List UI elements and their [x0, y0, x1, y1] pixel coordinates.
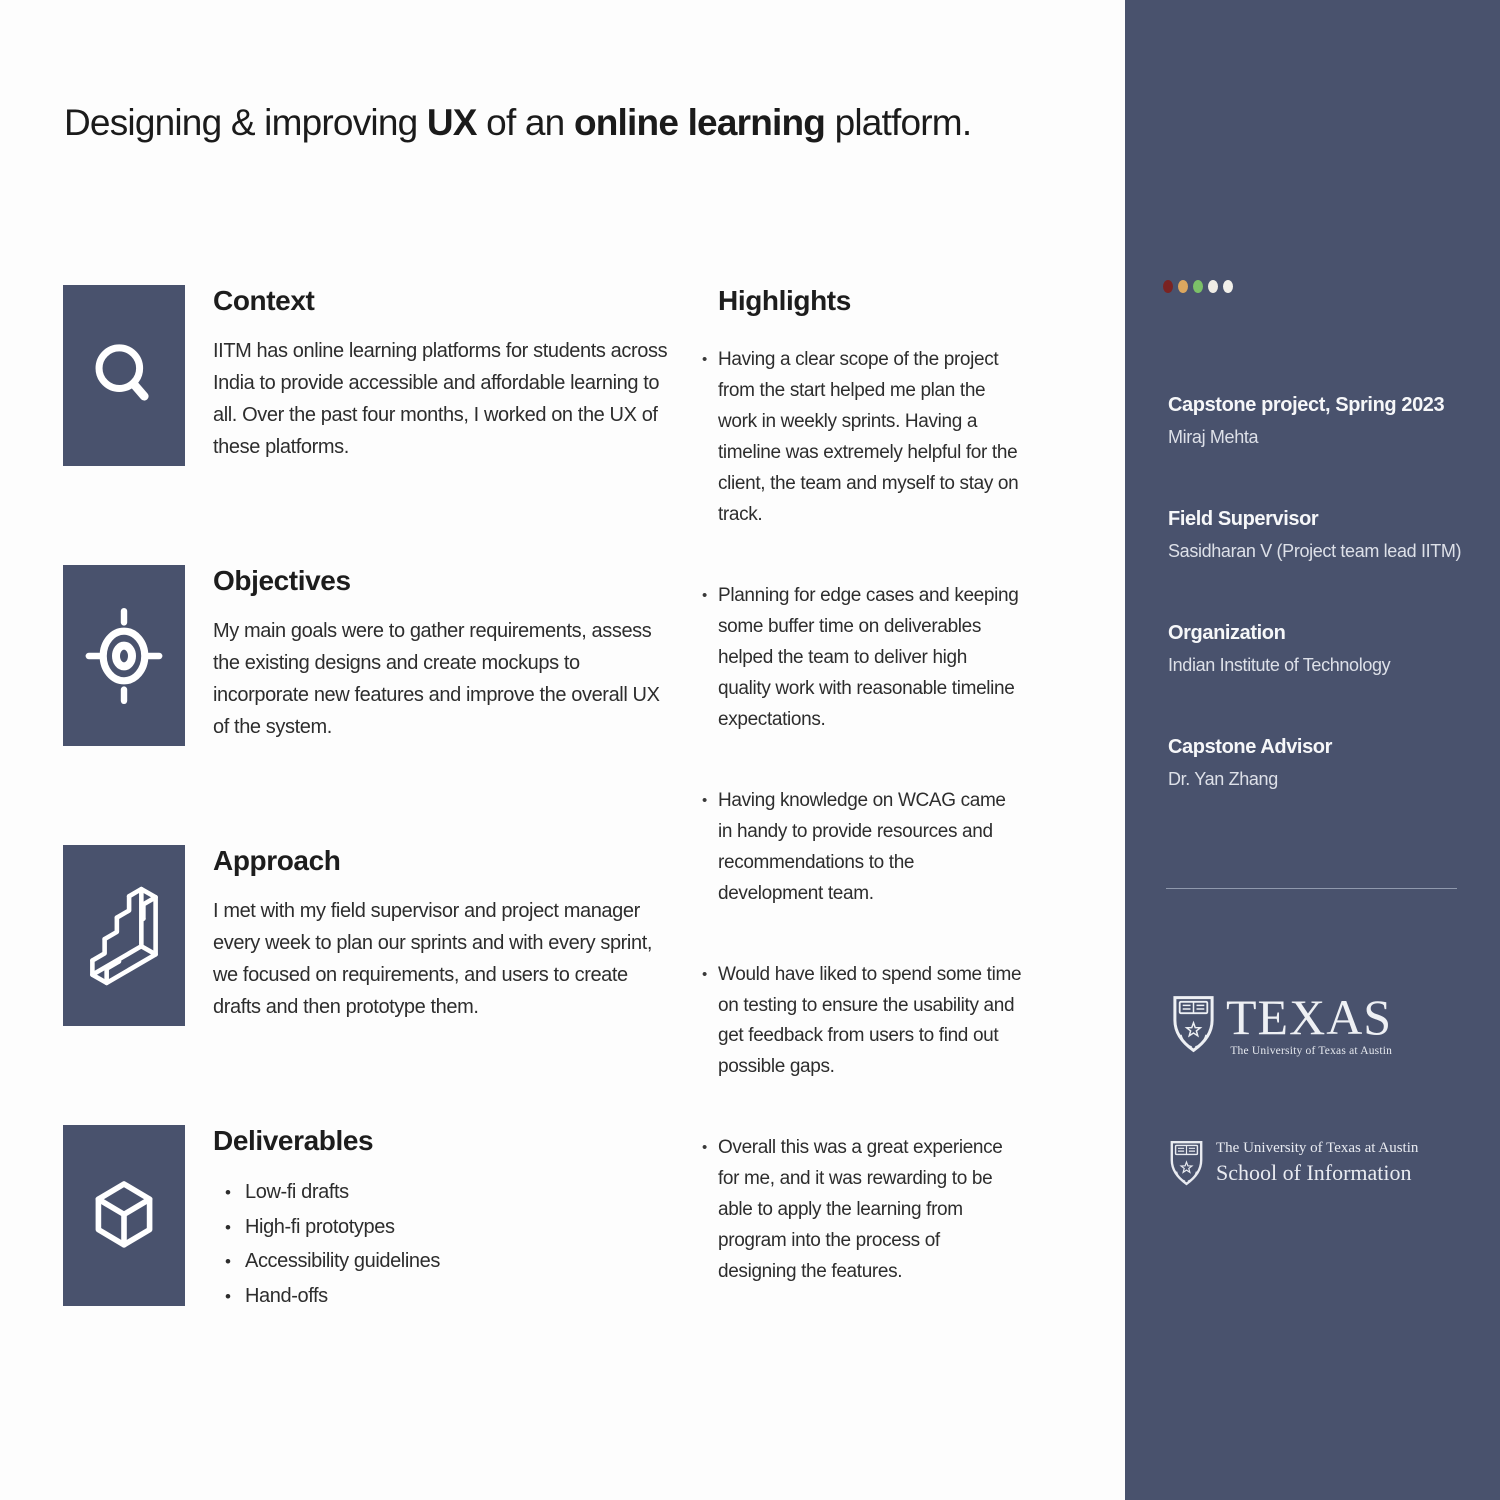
info-value: Sasidharan V (Project team lead IITM) [1168, 541, 1462, 561]
info-value: Miraj Mehta [1168, 427, 1259, 447]
info-label: Capstone Advisor [1168, 736, 1333, 758]
list-item: • Planning for edge cases and keeping some buffer time on deliverables helped the team to deliver high quality work with reasonable timeline expectations. [702, 581, 1022, 736]
info-label: Field Supervisor [1168, 508, 1319, 530]
section-text [213, 565, 668, 746]
sidebar [1125, 0, 1500, 1500]
ischool-school-line: School of Information [1216, 1160, 1412, 1185]
list-item: • Would have liked to spend some time on testing to ensure the usability and get feedback from users to find out possible gaps. [702, 960, 1022, 1084]
dot-white [1208, 280, 1218, 293]
section-text [213, 845, 668, 1026]
section-heading: Context [213, 285, 315, 316]
info-block-capstone-advisor [1168, 736, 1488, 790]
ut-shield-icon [1168, 1138, 1205, 1188]
section-deliverables [63, 1125, 713, 1313]
list-item: • Having a clear scope of the project from the start helped me plan the work in weekly sprints. Having a timeline was extremely helpful for the client, the team and myself to stay on track. [702, 345, 1022, 531]
search-icon [63, 285, 185, 466]
info-label: Organization [1168, 622, 1286, 644]
ischool-text-block [1216, 1140, 1418, 1186]
highlights-column [702, 285, 1022, 1338]
info-value: Dr. Yan Zhang [1168, 769, 1278, 789]
info-block-field-supervisor [1168, 508, 1488, 562]
texas-logo [1170, 989, 1393, 1057]
dot-white [1223, 280, 1233, 293]
section-text [213, 1125, 668, 1313]
info-block-capstone [1168, 394, 1488, 448]
texas-wordmark: TEXAS [1226, 989, 1393, 1045]
section-objectives [63, 565, 713, 746]
school-of-information-logo [1168, 1138, 1418, 1188]
ut-shield-icon [1170, 994, 1217, 1054]
section-heading: Deliverables [213, 1125, 374, 1156]
list-item: • High-fi prototypes [213, 1210, 668, 1245]
list-item: • Hand-offs [213, 1279, 668, 1314]
section-heading: Objectives [213, 565, 351, 596]
title-part-bold: UX [426, 102, 477, 143]
list-item: • Overall this was a great experience for me, and it was rewarding to be able to apply the learning from program into the process of designing the features. [702, 1133, 1022, 1288]
stairs-icon [63, 845, 185, 1026]
deliverables-list [213, 1175, 668, 1313]
target-icon [63, 565, 185, 746]
dot-green [1193, 280, 1203, 293]
section-heading: Approach [213, 845, 341, 876]
section-body: I met with my field supervisor and project manager every week to plan our sprints and with every sprint, we focused on requirements, and users to create drafts and then prototype them. [213, 900, 653, 1018]
highlights-list [702, 345, 1022, 1288]
dot-red [1163, 280, 1173, 293]
section-approach [63, 845, 713, 1026]
dot-gold [1178, 280, 1188, 293]
color-dots [1163, 280, 1233, 293]
highlights-heading: Highlights [718, 285, 851, 316]
title-part-bold: online learning [573, 102, 826, 143]
section-context [63, 285, 713, 466]
divider [1166, 888, 1457, 889]
title-part: Designing & improving [64, 102, 427, 143]
info-label: Capstone project, Spring 2023 [1168, 394, 1445, 416]
info-block-organization [1168, 622, 1488, 676]
cube-icon [63, 1125, 185, 1306]
title-part: of an [476, 102, 574, 143]
project-info [1168, 394, 1488, 850]
page-title [64, 102, 971, 144]
list-item: • Accessibility guidelines [213, 1244, 668, 1279]
title-part: platform. [825, 102, 972, 143]
section-body: IITM has online learning platforms for students across India to provide accessible and affordable learning to all. Over the past four months, I worked on the UX of these platforms. [213, 340, 668, 458]
section-text [213, 285, 668, 466]
texas-wordmark-block [1226, 989, 1393, 1057]
list-item: • Low-fi drafts [213, 1175, 668, 1210]
ischool-university-line: The University of Texas at Austin [1216, 1140, 1419, 1156]
section-body: My main goals were to gather requirements, assess the existing designs and create mockups to incorporate new features and improve the overall UX of the system. [213, 620, 660, 738]
list-item: • Having knowledge on WCAG came in handy to provide resources and recommendations to the development team. [702, 786, 1022, 910]
texas-caption: The University of Texas at Austin [1230, 1045, 1393, 1057]
info-value: Indian Institute of Technology [1168, 655, 1391, 675]
